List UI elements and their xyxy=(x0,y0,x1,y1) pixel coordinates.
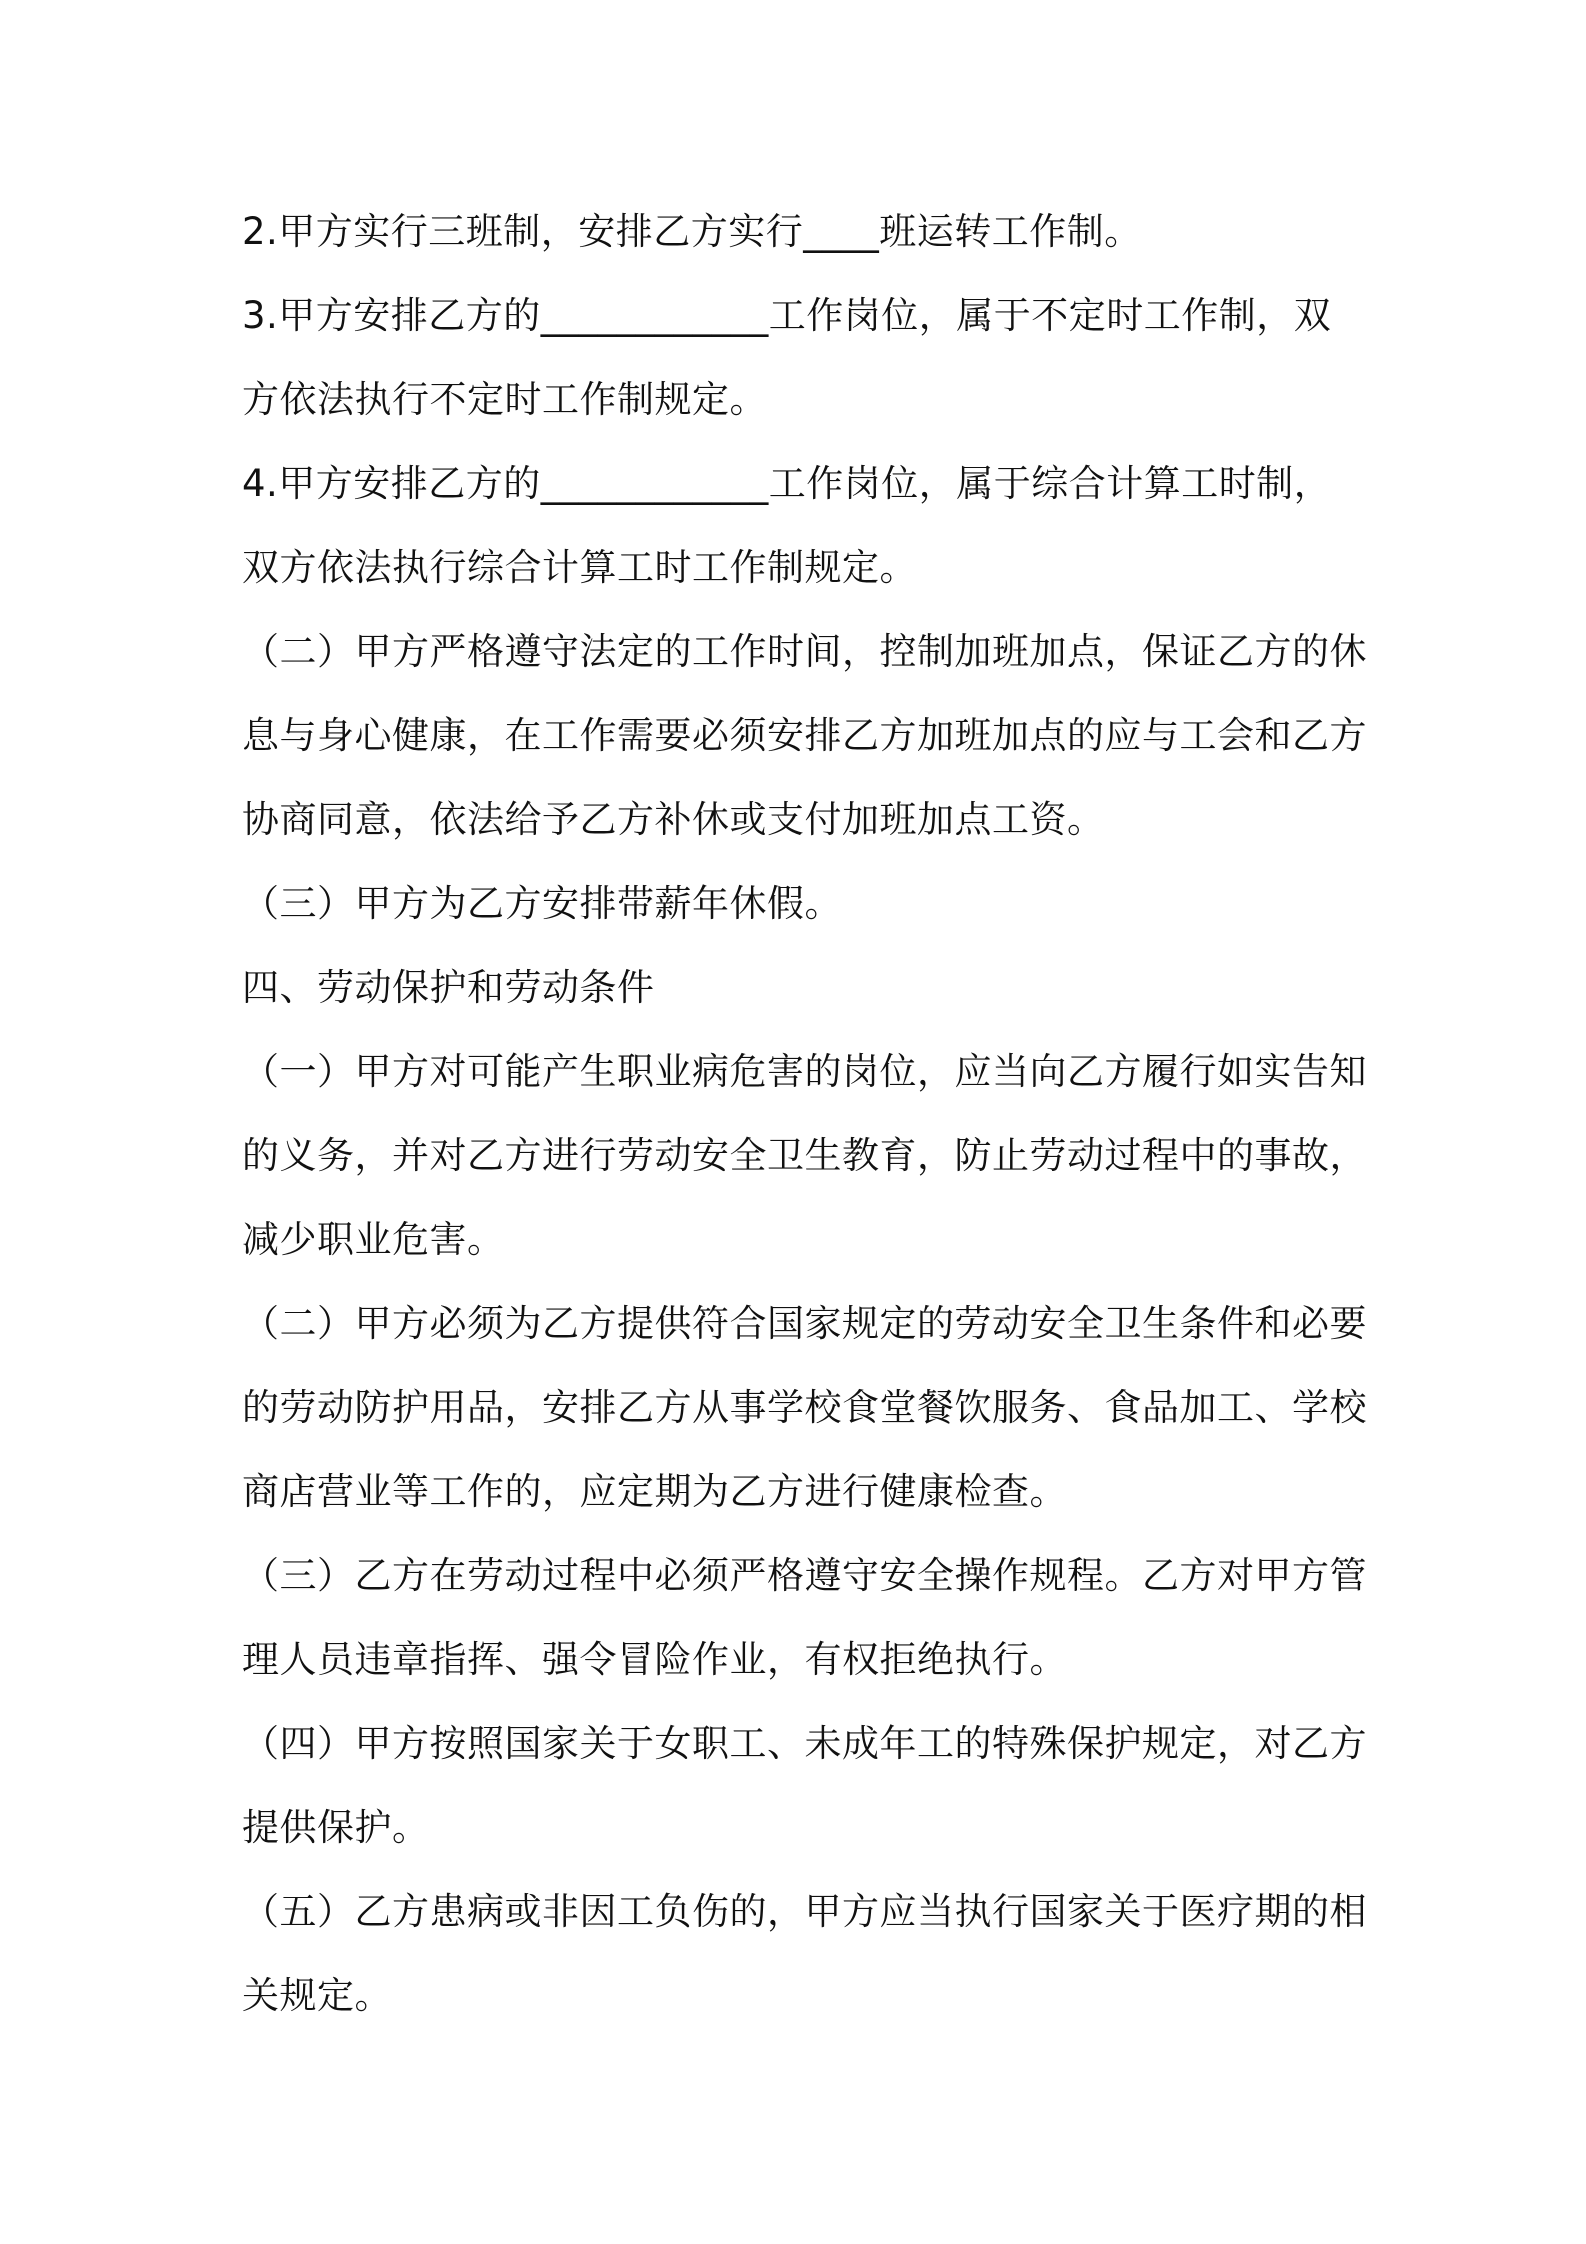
paragraph-line: 息与身心健康，在工作需要必须安排乙方加班加点的应与工会和乙方 xyxy=(242,714,1367,757)
paragraph-line: 的劳动防护用品，安排乙方从事学校食堂餐饮服务、食品加工、学校 xyxy=(242,1386,1367,1429)
section-heading: 四、劳动保护和劳动条件 xyxy=(242,966,655,1009)
paragraph-line: 商店营业等工作的，应定期为乙方进行健康检查。 xyxy=(242,1470,1067,1513)
paragraph-line: 协商同意，依法给予乙方补休或支付加班加点工资。 xyxy=(242,798,1105,841)
paragraph-line: （二）甲方严格遵守法定的工作时间，控制加班加点，保证乙方的休 xyxy=(242,630,1367,673)
paragraph-line: 关规定。 xyxy=(242,1974,392,2017)
paragraph-line: 方依法执行不定时工作制规定。 xyxy=(242,378,767,421)
paragraph-line: （一）甲方对可能产生职业病危害的岗位，应当向乙方履行如实告知 xyxy=(242,1050,1367,1093)
paragraph-line: （四）甲方按照国家关于女职工、未成年工的特殊保护规定，对乙方 xyxy=(242,1722,1367,1765)
paragraph-line: （五）乙方患病或非因工负伤的，甲方应当执行国家关于医疗期的相 xyxy=(242,1890,1367,1933)
paragraph-line: 提供保护。 xyxy=(242,1806,430,1849)
paragraph-line: 2.甲方实行三班制，安排乙方实行____班运转工作制。 xyxy=(242,210,1142,253)
paragraph-line: （三）甲方为乙方安排带薪年休假。 xyxy=(242,882,842,925)
document-body xyxy=(242,190,1367,2038)
paragraph-line: 4.甲方安排乙方的____________工作岗位，属于综合计算工时制， xyxy=(242,462,1332,505)
paragraph-line: 3.甲方安排乙方的____________工作岗位，属于不定时工作制，双 xyxy=(242,294,1332,337)
paragraph-line: （二）甲方必须为乙方提供符合国家规定的劳动安全卫生条件和必要 xyxy=(242,1302,1367,1345)
paragraph-line: 双方依法执行综合计算工时工作制规定。 xyxy=(242,546,917,589)
paragraph-line: （三）乙方在劳动过程中必须严格遵守安全操作规程。乙方对甲方管 xyxy=(242,1554,1367,1597)
paragraph-line: 减少职业危害。 xyxy=(242,1218,505,1261)
paragraph-line: 的义务，并对乙方进行劳动安全卫生教育，防止劳动过程中的事故， xyxy=(242,1134,1367,1177)
paragraph-line: 理人员违章指挥、强令冒险作业，有权拒绝执行。 xyxy=(242,1638,1067,1681)
